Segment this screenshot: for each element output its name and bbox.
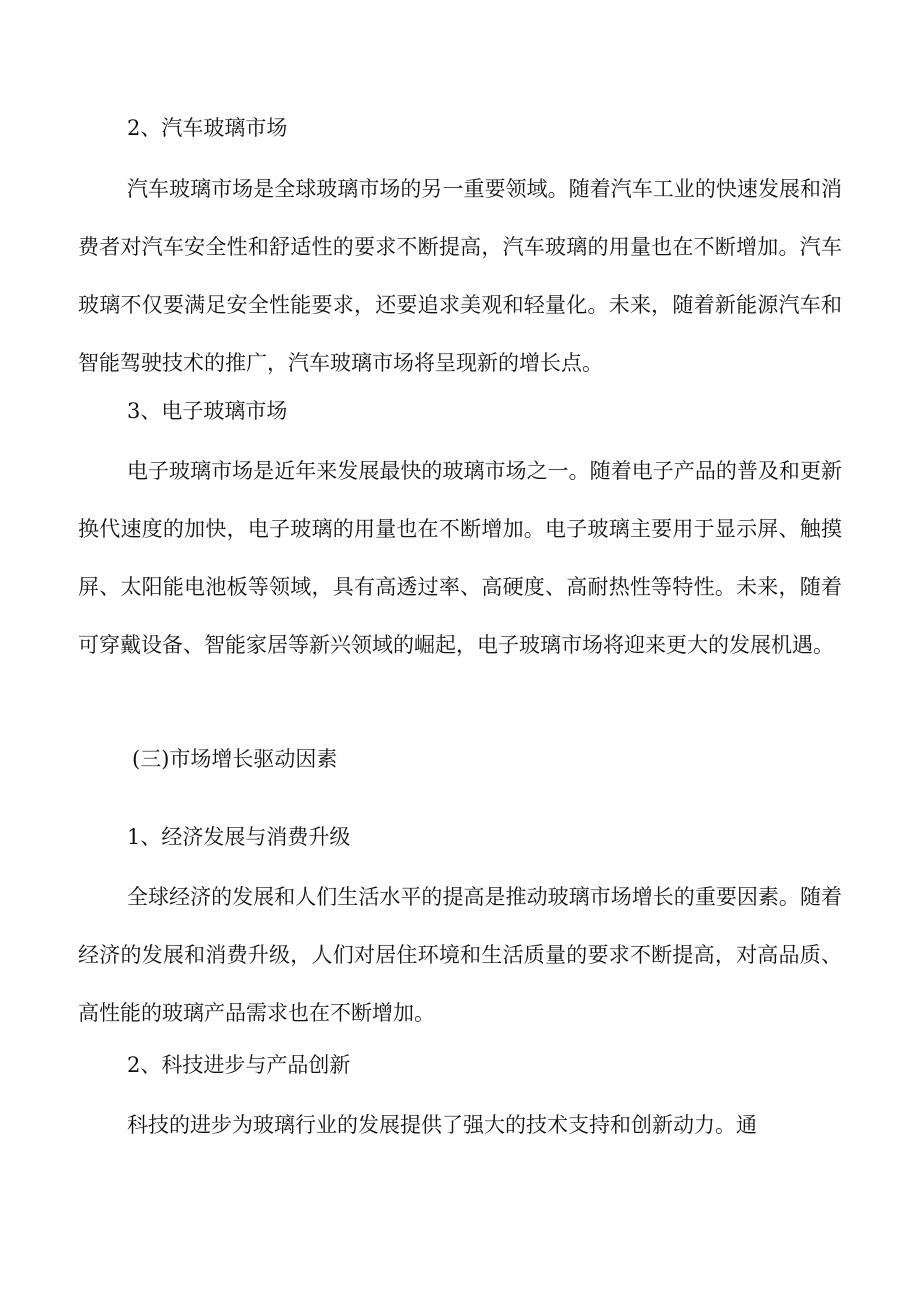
section-heading-tech-innovation: 2、科技进步与产品创新 (127, 1053, 351, 1077)
section-heading-auto-glass: 2、汽车玻璃市场 (127, 116, 288, 140)
paragraph-tech-innovation: 科技的进步为玻璃行业的发展提供了强大的技术支持和创新动力。通 (127, 1113, 757, 1137)
section-heading-electronic-glass: 3、电子玻璃市场 (127, 399, 288, 423)
paragraph-electronic-glass: 电子玻璃市场是近年来发展最快的玻璃市场之一。随着电子产品的普及和更新换代速度的加快，电子玻璃的用量也在不断增加。电子玻璃主要用于显示屏、触摸屏、太阳能电池板等领域，具有高透过率、高硬度、高耐热性等特性。未来，随着可穿戴设备、智能家居等新兴领域的崛起，电子玻璃市场将迎来更大的发展机遇。 (78, 459, 842, 657)
paragraph-auto-glass: 汽车玻璃市场是全球玻璃市场的另一重要领域。随着汽车工业的快速发展和消费者对汽车安全性和舒适性的要求不断提高，汽车玻璃的用量也在不断增加。汽车玻璃不仅要满足安全性能要求，还要追求美观和轻量化。未来，随着新能源汽车和智能驾驶技术的推广，汽车玻璃市场将呈现新的增长点。 (78, 177, 842, 375)
paragraph-economy-consumption: 全球经济的发展和人们生活水平的提高是推动玻璃市场增长的重要因素。随着经济的发展和消费升级，人们对居住环境和生活质量的要求不断提高，对高品质、高性能的玻璃产品需求也在不断增加。 (78, 885, 842, 1025)
section-heading-growth-drivers: (三)市场增长驱动因素 (132, 747, 338, 771)
section-heading-economy-consumption: 1、经济发展与消费升级 (127, 825, 351, 849)
